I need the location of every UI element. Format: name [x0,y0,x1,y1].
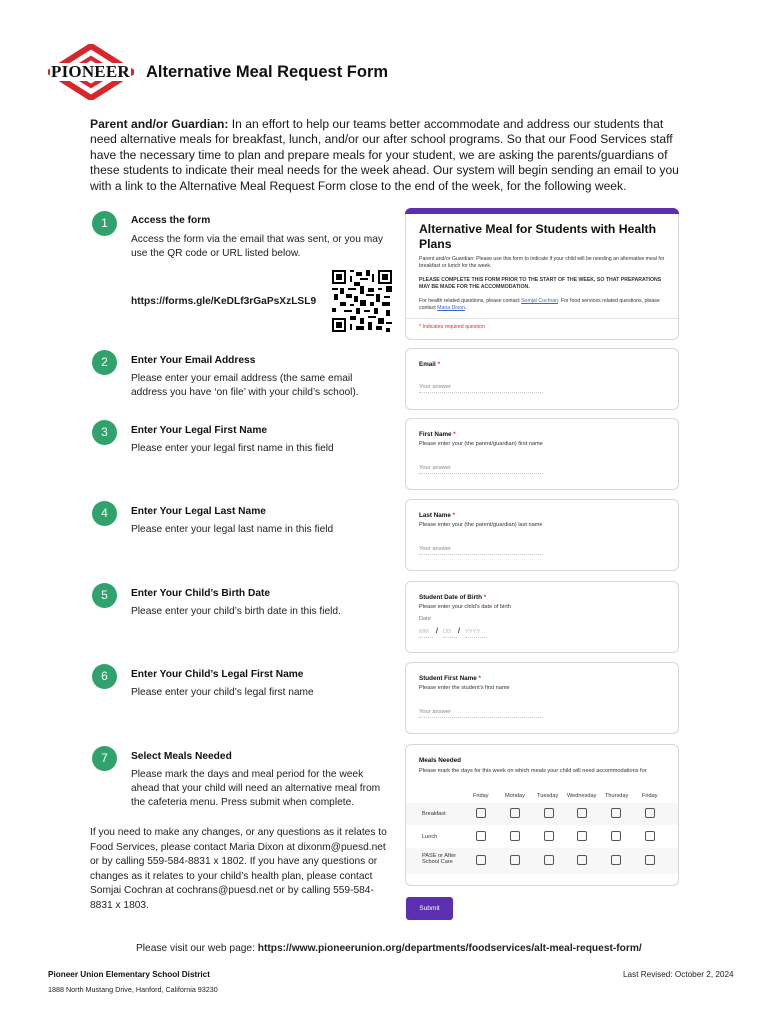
meal-row-bg [406,803,678,825]
step-3-desc: Please enter your legal first name in this field [131,443,334,454]
visit-line [136,943,642,954]
logo-wordmark: PIONEER [51,62,130,81]
day-header-3: Tuesday [537,793,559,799]
last-name-label [419,512,455,519]
dob-label [419,594,486,601]
day-header-4: Wednesday [567,793,597,799]
step-3-number: 3 [92,420,117,445]
step-6-number: 6 [92,664,117,689]
form-accent-bar [405,208,679,214]
student-name-help: Please enter the student's first name [419,685,510,691]
first-name-label-text: First Name [419,431,452,438]
step-2-desc: Please enter your email address (the same email address you have ‘on file’ with your child’s school). [131,373,359,399]
checkbox[interactable] [544,855,554,865]
meal-row-lunch: Lunch [422,834,438,840]
step-3-title: Enter Your Legal First Name [131,425,268,436]
last-name-help: Please enter your (the parent/guardian) last name [419,522,543,528]
step-5-desc: Please enter your child’s birth date in this field. [131,606,341,617]
day-header-5: Thursday [605,793,629,799]
form-desc-3a: For health related questions, please contact [419,298,522,304]
step-6-desc: Please enter your child’s legal first name [131,687,314,698]
meal-row-pase: PASE or After School Care [422,853,457,865]
step-1-number: 1 [92,211,117,236]
date-dd-input[interactable]: DD [443,629,457,638]
checkbox[interactable] [510,831,520,841]
last-name-label-text: Last Name [419,512,451,519]
first-name-help: Please enter your (the parent/guardian) first name [419,441,543,447]
checkbox[interactable] [611,808,621,818]
checkbox[interactable] [510,808,520,818]
first-name-card [405,418,679,490]
form-title: Alternative Meal for Students with Health Plans [419,222,657,251]
first-name-input[interactable]: Your answer [419,465,543,474]
step-4-desc: Please enter your legal last name in this field [131,524,334,535]
required-mark: * [478,675,481,682]
checkbox[interactable] [544,808,554,818]
step-4-title: Enter Your Legal Last Name [131,506,266,517]
step-5-title: Enter Your Child’s Birth Date [131,588,271,599]
page-title: Alternative Meal Request Form [146,63,389,81]
email-label-text: Email [419,361,436,368]
form-url-link[interactable]: https://forms.gle/KeDLf3rGaPsXzLSL9 [131,296,317,307]
date-mm-input[interactable]: MM [419,629,433,638]
email-label [419,361,440,368]
last-name-input[interactable]: Your answer [419,546,543,555]
step-1-title: Access the form [131,215,211,226]
checkbox[interactable] [611,855,621,865]
checkbox[interactable] [476,808,486,818]
cochran-link[interactable]: Somjai Cochran [521,298,558,304]
checkbox[interactable] [476,855,486,865]
step-7-title: Select Meals Needed [131,751,232,762]
dixon-link[interactable]: Maria Dixon [437,305,465,311]
intro-paragraph [90,117,690,194]
checkbox[interactable] [510,855,520,865]
district-name: Pioneer Union Elementary School District [48,970,210,979]
last-revised: Last Revised: October 2, 2024 [623,970,734,979]
student-name-card [405,662,679,734]
form-desc-2: PLEASE COMPLETE THIS FORM PRIOR TO THE START OF THE WEEK, SO THAT PREPARATIONS MAY BE MADE FOR THE ACCOMMODATION. [419,277,662,290]
day-header-6: Friday [642,793,658,799]
email-input[interactable]: Your answer [419,384,543,393]
date-yyyy-input[interactable]: YYYY [465,629,487,638]
required-mark: * [483,594,487,601]
day-header-2: Monday [505,793,525,799]
visit-url-link[interactable]: https://www.pioneerunion.org/departments/foodservices/alt-meal-request-form/ [257,943,642,954]
form-desc-3c: . [464,305,467,311]
required-note: * Indicates required question [419,324,485,330]
checkbox[interactable] [645,855,655,865]
checkbox[interactable] [645,831,655,841]
dob-help: Please enter your child's date of birth [419,604,511,610]
checkbox[interactable] [577,808,587,818]
visit-lead: Please visit our web page: [136,943,258,954]
checkbox[interactable] [544,831,554,841]
day-header-1: Friday [473,793,489,799]
contact-paragraph: If you need to make any changes, or any questions as it relates to Food Services, please contact Maria Dixon at dixonm@puesd.net or by calling 559-584-8831 x 1802. If you have any questions or changes as it relates to your child’s health plan, please contact Somjai Cochran at cochrans@puesd.net or by calling 559-584-8831 x 1803. [90,827,387,911]
student-name-input[interactable]: Your answer [419,709,543,718]
step-7-desc: Please mark the days and meal period for the week ahead that your child will need an alternative meal from the cafeteria menu. Press submit when complete. [131,769,381,809]
step-6-title: Enter Your Child’s Legal First Name [131,669,304,680]
meals-label: Meals Needed [419,757,461,764]
step-4-number: 4 [92,501,117,526]
meals-help: Please mark the days for this week on which meals your child will need accommodations for [419,768,647,774]
student-name-label [419,675,481,682]
dob-card [405,581,679,653]
district-address: 1888 North Mustang Drive, Hanford, California 93230 [48,985,218,994]
required-mark: * [453,431,456,438]
intro-lead: Parent and/or Guardian: [90,117,229,131]
checkbox[interactable] [577,831,587,841]
email-card [405,348,679,410]
checkbox[interactable] [611,831,621,841]
step-2-number: 2 [92,350,117,375]
form-desc-3b: . For food services related questions, please contact [419,298,660,311]
checkbox[interactable] [577,855,587,865]
meal-row-breakfast: Breakfast [422,811,446,817]
intro-body: In an effort to help our teams better accommodate and address our students that need alternative meals for breakfast, lunch, and/or our after school programs. So that our Food Services staff have the necessary time to plan and prepare meals for your student, we are asking the parents/guardians of these students to indicate their meal needs for the week ahead. Our system will begin sending an email to you with a link to the Alternative Meal Request Form close to the end of the week, for the following week. [90,117,679,193]
first-name-label [419,431,456,438]
form-desc-3 [419,298,669,312]
step-2-title: Enter Your Email Address [131,355,256,366]
required-mark: * [452,512,456,519]
student-name-label-text: Student First Name [419,675,477,682]
required-mark: * [437,361,441,368]
date-label: Date [419,616,431,622]
form-desc-1: Parent and/or Guardian: Please use this form to indicate if your child will be needing an alternative meal for breakfast or lunch for the week. [419,256,665,269]
date-sep-2: / [458,628,460,635]
submit-button[interactable]: Submit [406,897,453,920]
form-divider [406,318,678,319]
step-7-number: 7 [92,746,117,771]
date-sep-1: / [436,628,438,635]
last-name-card [405,499,679,571]
step-5-number: 5 [92,583,117,608]
qr-code-icon [332,270,392,332]
checkbox[interactable] [476,831,486,841]
dob-label-text: Student Date of Birth [419,594,482,601]
checkbox[interactable] [645,808,655,818]
step-1-desc: Access the form via the email that was sent, or you may use the QR code or URL listed below. [131,234,383,260]
